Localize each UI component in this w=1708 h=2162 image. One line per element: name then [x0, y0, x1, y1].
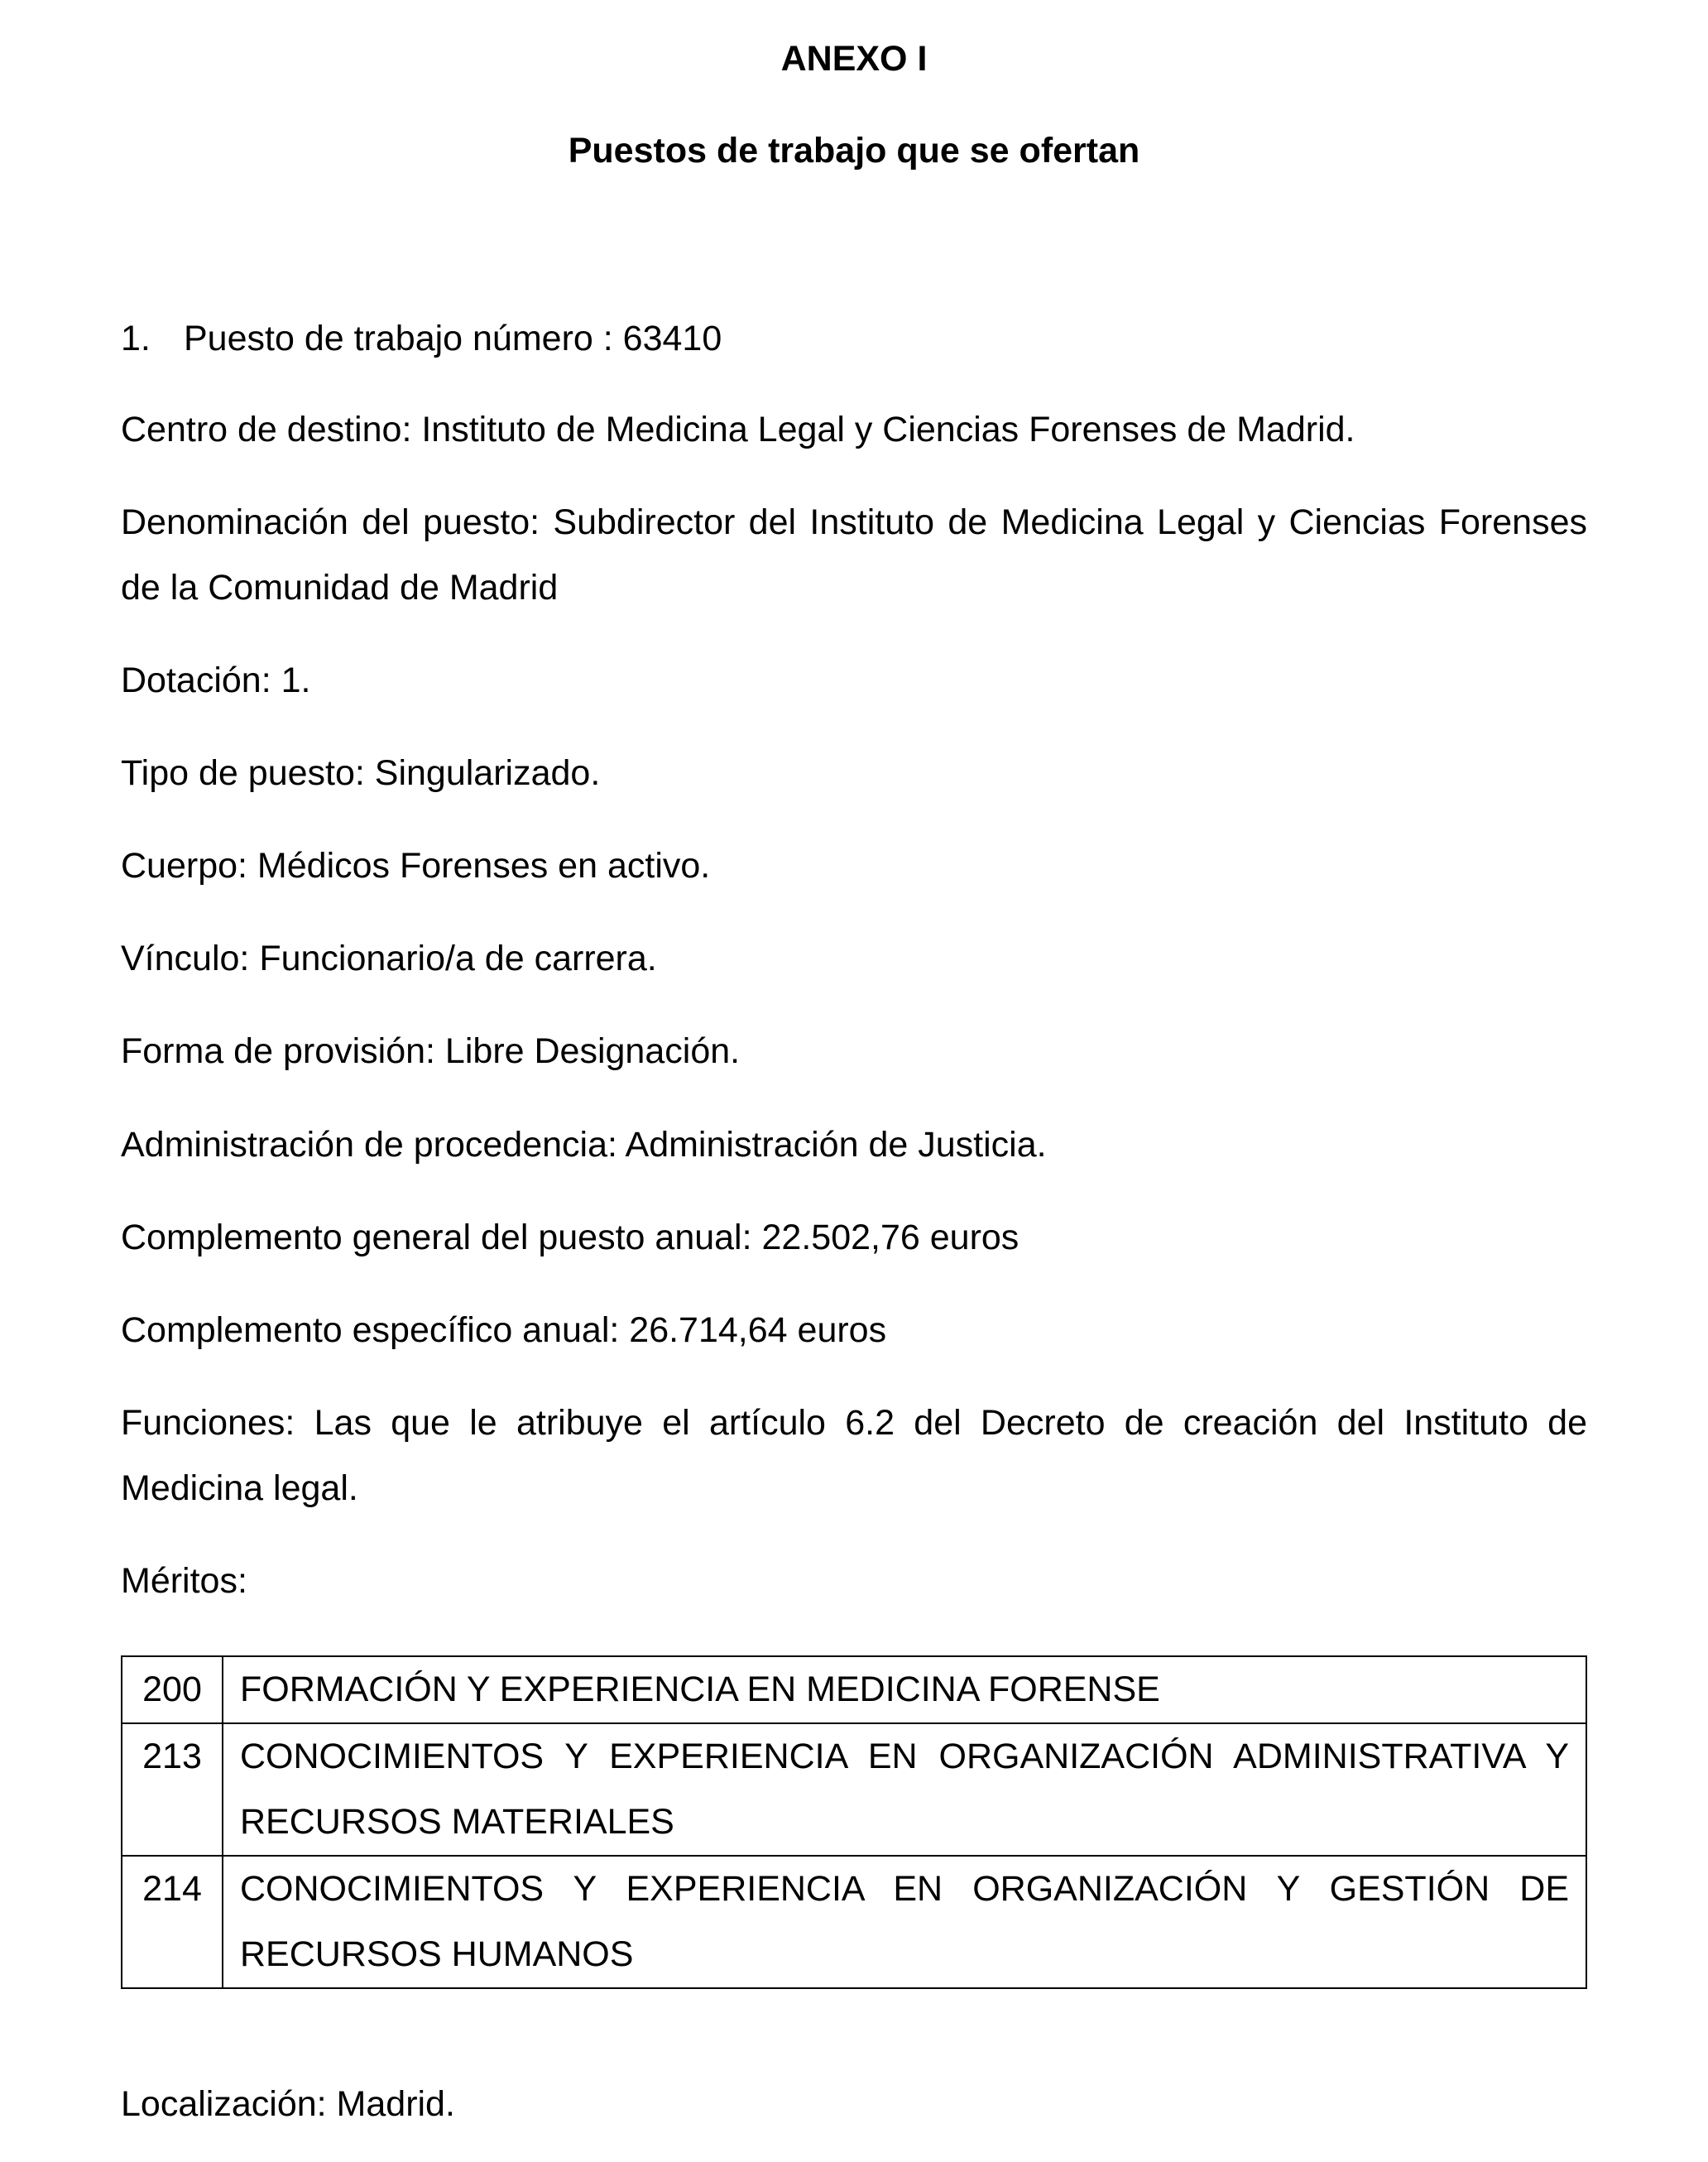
vinculo: Vínculo: Funcionario/a de carrera. — [121, 939, 657, 978]
merit-description: CONOCIMIENTOS Y EXPERIENCIA EN ORGANIZACIÓN ADMINISTRATIVA Y RECURSOS MATERIALES — [223, 1723, 1586, 1856]
complemento-general: Complemento general del puesto anual: 22.502,76 euros — [121, 1218, 1020, 1257]
localizacion: Localización: Madrid. — [121, 2084, 455, 2124]
annex-title: ANEXO I — [780, 39, 928, 79]
tipo-puesto: Tipo de puesto: Singularizado. — [121, 753, 601, 793]
dotacion: Dotación: 1. — [121, 661, 311, 700]
job-number-item — [121, 318, 1587, 359]
document-subtitle: Puestos de trabajo que se ofertan — [568, 131, 1140, 171]
merit-code: 200 — [122, 1656, 223, 1723]
denominacion-puesto: Denominación del puesto: Subdirector del Instituto de Medicina Legal y Ciencias Forenses de la Comunidad de Madrid — [121, 502, 1587, 608]
table-row — [122, 1656, 1586, 1723]
centro-destino: Centro de destino: Instituto de Medicina Legal y Ciencias Forenses de Madrid. — [121, 410, 1355, 449]
merit-description: FORMACIÓN Y EXPERIENCIA EN MEDICINA FORENSE — [223, 1656, 1586, 1723]
item-number: 1. — [121, 319, 151, 358]
complemento-especifico: Complemento específico anual: 26.714,64 euros — [121, 1310, 887, 1350]
job-number-label: Puesto de trabajo número : 63410 — [184, 319, 722, 358]
table-row — [122, 1723, 1586, 1856]
cuerpo: Cuerpo: Médicos Forenses en activo. — [121, 846, 711, 886]
administracion-procedencia: Administración de procedencia: Administración de Justicia. — [121, 1125, 1047, 1165]
forma-provision: Forma de provisión: Libre Designación. — [121, 1031, 741, 1071]
meritos-label: Méritos: — [121, 1561, 247, 1601]
merits-table — [121, 1655, 1587, 1989]
funciones: Funciones: Las que le atribuye el artículo 6.2 del Decreto de creación del Instituto de Medicina legal. — [121, 1403, 1587, 1508]
merit-code: 214 — [122, 1856, 223, 1988]
table-row — [122, 1856, 1586, 1988]
merit-description: CONOCIMIENTOS Y EXPERIENCIA EN ORGANIZACIÓN Y GESTIÓN DE RECURSOS HUMANOS — [223, 1856, 1586, 1988]
merit-code: 213 — [122, 1723, 223, 1856]
